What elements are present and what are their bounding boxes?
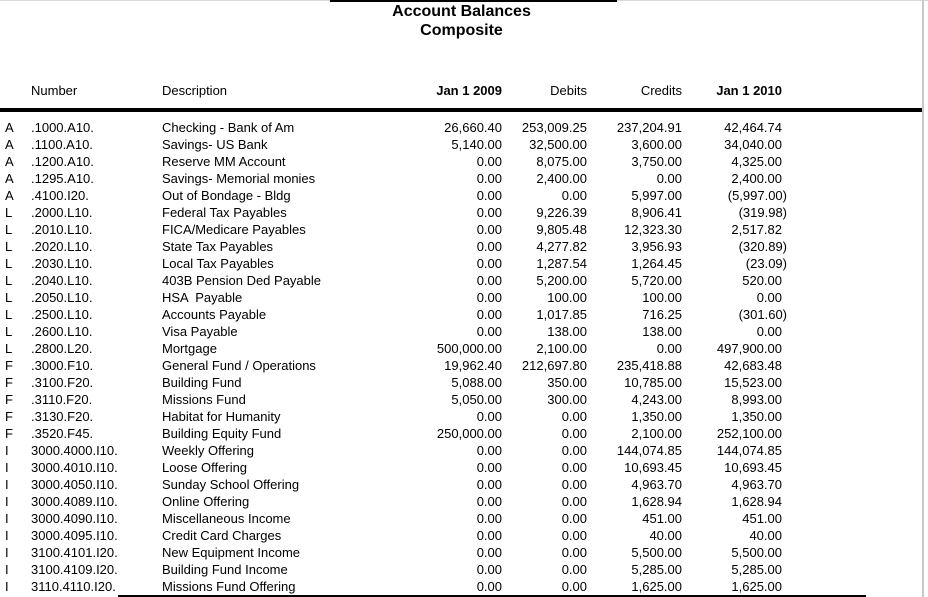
credits-amount: 2,100.00	[631, 426, 682, 441]
balance-jan-1-2010: (301.60)	[738, 307, 787, 322]
debits-amount: 138.00	[547, 324, 587, 339]
balance-jan-1-2009: 0.00	[476, 171, 502, 186]
column-header-jan-1-2010: Jan 1 2010	[716, 83, 782, 98]
account-type-letter: F	[5, 392, 13, 407]
account-row	[0, 544, 787, 561]
account-type-letter: I	[5, 528, 9, 543]
account-type-letter: L	[5, 307, 13, 322]
balance-jan-1-2009: 0.00	[476, 239, 502, 254]
account-description: Sunday School Offering	[162, 477, 300, 492]
debits-amount: 2,400.00	[536, 171, 587, 186]
balance-jan-1-2009: 500,000.00	[436, 341, 502, 356]
debits-amount: 1,287.54	[536, 256, 587, 271]
balance-jan-1-2010: 5,285.00	[731, 562, 782, 577]
account-row	[0, 442, 787, 459]
header-rule	[0, 108, 923, 112]
account-type-letter: A	[5, 188, 14, 203]
balance-jan-1-2010: 0.00	[756, 290, 782, 305]
account-number: 3000.4010.I10.	[31, 460, 118, 475]
account-type-letter: A	[5, 120, 14, 135]
account-row	[0, 578, 787, 595]
debits-amount: 1,017.85	[536, 307, 587, 322]
debits-amount: 0.00	[561, 426, 587, 441]
account-row	[0, 510, 787, 527]
account-row	[0, 476, 787, 493]
account-number: .1000.A10.	[31, 120, 94, 135]
account-description: Accounts Payable	[162, 307, 267, 322]
balance-jan-1-2010: 15,523.00	[724, 375, 782, 390]
debits-amount: 0.00	[561, 188, 587, 203]
account-type-letter: A	[5, 137, 14, 152]
balance-jan-1-2010: 2,400.00	[731, 171, 782, 186]
account-row	[0, 119, 787, 136]
debits-amount: 0.00	[561, 579, 587, 594]
account-description: Mortgage	[162, 341, 217, 356]
account-description: Out of Bondage - Bldg	[162, 188, 291, 203]
account-type-letter: L	[5, 273, 13, 288]
balance-jan-1-2009: 0.00	[476, 273, 502, 288]
account-number: .2500.L10.	[31, 307, 93, 322]
balance-jan-1-2009: 0.00	[476, 494, 502, 509]
account-type-letter: L	[5, 256, 13, 271]
account-row	[0, 272, 787, 289]
credits-amount: 1,350.00	[631, 409, 682, 424]
account-number: 3000.4089.I10.	[31, 494, 118, 509]
balance-jan-1-2009: 0.00	[476, 511, 502, 526]
account-description: Savings- US Bank	[162, 137, 268, 152]
debits-amount: 253,009.25	[521, 120, 587, 135]
credits-amount: 138.00	[642, 324, 682, 339]
account-number: 3000.4090.I10.	[31, 511, 118, 526]
credits-amount: 3,600.00	[631, 137, 682, 152]
account-description: Missions Fund	[162, 392, 246, 407]
account-description: Missions Fund Offering	[162, 579, 296, 594]
balance-jan-1-2010: (319.98)	[738, 205, 787, 220]
credits-amount: 40.00	[649, 528, 682, 543]
balance-jan-1-2010: 5,500.00	[731, 545, 782, 560]
balance-jan-1-2010: 1,350.00	[731, 409, 782, 424]
account-type-letter: I	[5, 477, 9, 492]
debits-amount: 100.00	[547, 290, 587, 305]
account-row	[0, 204, 787, 221]
credits-amount: 716.25	[642, 307, 682, 322]
account-number: 3110.4110.I20.	[31, 579, 116, 594]
account-type-letter: A	[5, 154, 14, 169]
balance-jan-1-2010: 1,628.94	[731, 494, 782, 509]
account-description: Building Equity Fund	[162, 426, 282, 441]
account-number: .2020.L10.	[31, 239, 93, 254]
account-row	[0, 374, 787, 391]
account-type-letter: I	[5, 460, 9, 475]
account-number: .2800.L20.	[31, 341, 93, 356]
account-description: Savings- Memorial monies	[162, 171, 316, 186]
credits-amount: 3,956.93	[631, 239, 682, 254]
account-row	[0, 238, 787, 255]
account-type-letter: I	[5, 579, 9, 594]
credits-amount: 4,963.70	[631, 477, 682, 492]
column-header-row	[0, 82, 787, 99]
account-description: Building Fund Income	[162, 562, 288, 577]
account-row	[0, 391, 787, 408]
report-title-line1: Account Balances	[392, 3, 531, 20]
account-type-letter: F	[5, 426, 13, 441]
balance-jan-1-2010: 1,625.00	[731, 579, 782, 594]
account-description: Online Offering	[162, 494, 250, 509]
credits-amount: 451.00	[642, 511, 682, 526]
account-row	[0, 493, 787, 510]
account-description: Habitat for Humanity	[162, 409, 281, 424]
column-header-debits: Debits	[550, 83, 587, 98]
credits-amount: 12,323.30	[624, 222, 682, 237]
balance-jan-1-2009: 0.00	[476, 409, 502, 424]
account-number: .4100.I20.	[31, 188, 89, 203]
debits-amount: 0.00	[561, 409, 587, 424]
balance-jan-1-2010: 40.00	[749, 528, 782, 543]
column-header-jan-1-2009: Jan 1 2009	[436, 83, 502, 98]
debits-amount: 300.00	[547, 392, 587, 407]
balance-jan-1-2010: (5,997.00)	[727, 188, 787, 203]
balance-jan-1-2009: 0.00	[476, 290, 502, 305]
account-description: HSA Payable	[162, 290, 243, 305]
account-number: .3100.F20.	[31, 375, 94, 390]
balance-jan-1-2009: 0.00	[476, 562, 502, 577]
account-description: Local Tax Payables	[162, 256, 274, 271]
account-row	[0, 425, 787, 442]
balance-jan-1-2010: 497,900.00	[716, 341, 782, 356]
balance-jan-1-2010: 144,074.85	[716, 443, 782, 458]
debits-amount: 4,277.82	[536, 239, 587, 254]
credits-amount: 10,693.45	[624, 460, 682, 475]
account-type-letter: A	[5, 171, 14, 186]
balance-jan-1-2010: 520.00	[742, 273, 782, 288]
debits-amount: 0.00	[561, 477, 587, 492]
credits-amount: 144,074.85	[616, 443, 682, 458]
credits-amount: 237,204.91	[616, 120, 682, 135]
debits-amount: 0.00	[561, 443, 587, 458]
account-description: Weekly Offering	[162, 443, 255, 458]
account-number: .3520.F45.	[31, 426, 94, 441]
account-number: .2010.L10.	[31, 222, 93, 237]
account-number: .2040.L10.	[31, 273, 93, 288]
balance-jan-1-2009: 26,660.40	[444, 120, 502, 135]
account-number: .3110.F20.	[31, 392, 93, 407]
account-number: 3000.4095.I10.	[31, 528, 118, 543]
debits-amount: 8,075.00	[536, 154, 587, 169]
credits-amount: 100.00	[642, 290, 682, 305]
account-number: .3130.F20.	[31, 409, 94, 424]
account-description: Building Fund	[162, 375, 242, 390]
report-title	[0, 2, 923, 40]
account-row	[0, 357, 787, 374]
account-type-letter: I	[5, 562, 9, 577]
credits-amount: 5,500.00	[631, 545, 682, 560]
account-type-letter: F	[5, 409, 13, 424]
credits-amount: 235,418.88	[616, 358, 682, 373]
balance-jan-1-2009: 0.00	[476, 545, 502, 560]
balance-jan-1-2010: 4,325.00	[731, 154, 782, 169]
column-header-credits: Credits	[640, 83, 682, 98]
credits-amount: 10,785.00	[624, 375, 682, 390]
debits-amount: 212,697.80	[521, 358, 587, 373]
balance-jan-1-2009: 0.00	[476, 307, 502, 322]
balance-jan-1-2009: 0.00	[476, 188, 502, 203]
credits-amount: 5,720.00	[631, 273, 682, 288]
account-row	[0, 323, 787, 340]
credits-amount: 5,285.00	[631, 562, 682, 577]
balance-jan-1-2009: 0.00	[476, 477, 502, 492]
credits-amount: 1,628.94	[631, 494, 682, 509]
debits-amount: 0.00	[561, 528, 587, 543]
page-right-edge	[922, 0, 924, 597]
account-description: State Tax Payables	[162, 239, 274, 254]
account-description: Checking - Bank of Am	[162, 120, 295, 135]
debits-amount: 9,805.48	[536, 222, 587, 237]
balance-jan-1-2010: 34,040.00	[724, 137, 782, 152]
account-row	[0, 187, 787, 204]
account-number: 3100.4101.I20.	[31, 545, 118, 560]
account-description: Visa Payable	[162, 324, 238, 339]
balance-jan-1-2010: (23.09)	[745, 256, 787, 271]
account-number: .1200.A10.	[31, 154, 94, 169]
account-description: New Equipment Income	[162, 545, 301, 560]
debits-amount: 0.00	[561, 494, 587, 509]
balance-jan-1-2010: 42,683.48	[724, 358, 782, 373]
balance-jan-1-2009: 0.00	[476, 324, 502, 339]
balance-jan-1-2009: 0.00	[476, 205, 502, 220]
credits-amount: 1,625.00	[631, 579, 682, 594]
balance-jan-1-2009: 0.00	[476, 222, 502, 237]
credits-amount: 3,750.00	[631, 154, 682, 169]
debits-amount: 0.00	[561, 460, 587, 475]
balance-jan-1-2009: 0.00	[476, 579, 502, 594]
account-number: 3100.4109.I20.	[31, 562, 118, 577]
account-number: .3000.F10.	[31, 358, 94, 373]
balance-jan-1-2010: 2,517.82	[731, 222, 782, 237]
credits-amount: 0.00	[656, 171, 682, 186]
account-description: Loose Offering	[162, 460, 248, 475]
balance-jan-1-2009: 5,050.00	[451, 392, 502, 407]
account-row	[0, 289, 787, 306]
account-description: Reserve MM Account	[162, 154, 286, 169]
balance-jan-1-2009: 5,088.00	[451, 375, 502, 390]
balance-jan-1-2010: 42,464.74	[724, 120, 782, 135]
account-type-letter: I	[5, 494, 9, 509]
account-number: .1295.A10.	[31, 171, 94, 186]
credits-amount: 5,997.00	[631, 188, 682, 203]
account-number: 3000.4000.I10.	[31, 443, 118, 458]
credits-amount: 8,906.41	[631, 205, 682, 220]
balance-jan-1-2009: 0.00	[476, 460, 502, 475]
column-header-description: Description	[162, 83, 228, 98]
account-row	[0, 459, 787, 476]
account-row	[0, 527, 787, 544]
account-type-letter: L	[5, 239, 13, 254]
column-header-number: Number	[31, 83, 78, 98]
account-number: .2600.L10.	[31, 324, 93, 339]
balance-jan-1-2009: 5,140.00	[451, 137, 502, 152]
balance-jan-1-2009: 19,962.40	[444, 358, 502, 373]
account-number: .2000.L10.	[31, 205, 93, 220]
balance-jan-1-2009: 0.00	[476, 154, 502, 169]
account-row	[0, 170, 787, 187]
balance-jan-1-2010: 10,693.45	[724, 460, 782, 475]
account-description: Miscellaneous Income	[162, 511, 291, 526]
account-type-letter: L	[5, 341, 13, 356]
account-number: .1100.A10.	[31, 137, 93, 152]
debits-amount: 0.00	[561, 545, 587, 560]
account-row	[0, 561, 787, 578]
account-type-letter: L	[5, 324, 13, 339]
account-type-letter: I	[5, 511, 9, 526]
balance-jan-1-2009: 0.00	[476, 443, 502, 458]
account-type-letter: L	[5, 222, 13, 237]
account-description: 403B Pension Ded Payable	[162, 273, 322, 288]
account-type-letter: L	[5, 205, 13, 220]
account-number: .2030.L10.	[31, 256, 93, 271]
account-row	[0, 340, 787, 357]
debits-amount: 9,226.39	[536, 205, 587, 220]
account-row	[0, 306, 787, 323]
balance-jan-1-2010: 8,993.00	[731, 392, 782, 407]
balance-jan-1-2009: 0.00	[476, 256, 502, 271]
balance-jan-1-2010: (320.89)	[738, 239, 787, 254]
account-number: 3000.4050.I10.	[31, 477, 118, 492]
account-description: General Fund / Operations	[162, 358, 316, 373]
balance-jan-1-2009: 250,000.00	[436, 426, 502, 441]
debits-amount: 350.00	[547, 375, 587, 390]
debits-amount: 32,500.00	[529, 137, 587, 152]
debits-amount: 2,100.00	[536, 341, 587, 356]
balance-jan-1-2010: 451.00	[742, 511, 782, 526]
account-row	[0, 221, 787, 238]
debits-amount: 0.00	[561, 562, 587, 577]
balance-jan-1-2009: 0.00	[476, 528, 502, 543]
account-row	[0, 153, 787, 170]
credits-amount: 0.00	[656, 341, 682, 356]
account-row	[0, 255, 787, 272]
debits-amount: 5,200.00	[536, 273, 587, 288]
account-type-letter: I	[5, 545, 9, 560]
debits-amount: 0.00	[561, 511, 587, 526]
account-type-letter: F	[5, 375, 13, 390]
account-row	[0, 136, 787, 153]
report-title-line2: Composite	[420, 22, 503, 39]
account-description: Federal Tax Payables	[162, 205, 287, 220]
account-balances-table	[0, 119, 787, 595]
account-type-letter: L	[5, 290, 13, 305]
account-number: .2050.L10.	[31, 290, 93, 305]
account-type-letter: F	[5, 358, 13, 373]
balance-jan-1-2010: 0.00	[756, 324, 782, 339]
balance-jan-1-2010: 4,963.70	[731, 477, 782, 492]
account-type-letter: I	[5, 443, 9, 458]
credits-amount: 4,243.00	[631, 392, 682, 407]
column-header-type-spacer	[0, 82, 28, 99]
balance-jan-1-2010: 252,100.00	[716, 426, 782, 441]
account-description: Credit Card Charges	[162, 528, 282, 543]
credits-amount: 1,264.45	[631, 256, 682, 271]
account-row	[0, 408, 787, 425]
account-description: FICA/Medicare Payables	[162, 222, 306, 237]
